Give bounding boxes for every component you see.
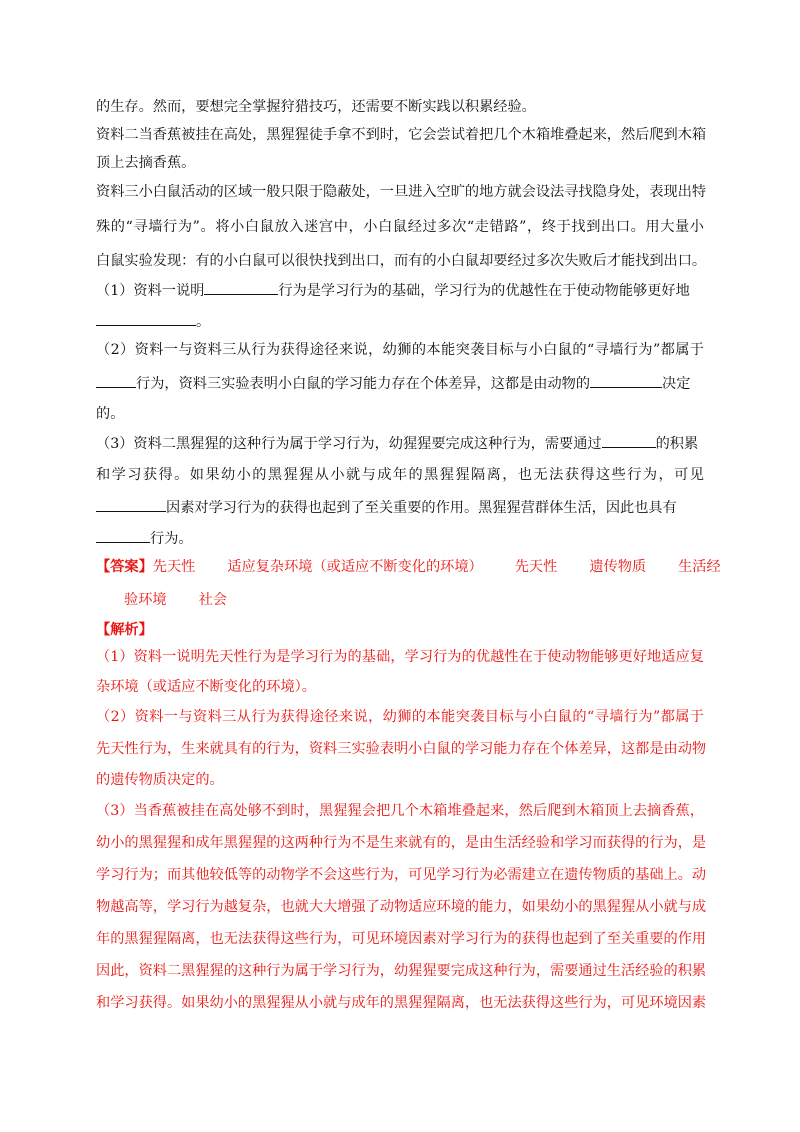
analysis-line: 幼小的黑猩猩和成年黑猩猩的这两种行为不是生来就有的，是由生活经验和学习而获得的行为，是 <box>96 835 707 851</box>
analysis-line: （2）资料一与资料三从行为获得途径来说，幼狮的本能突袭目标与小白鼠的“寻墙行为”都属于 <box>96 709 704 725</box>
q3-text-b: 的积累 <box>655 436 699 452</box>
q3-text-a: （3）资料二黑猩猩的这种行为属于学习行为，幼猩猩要完成这种行为，需要通过 <box>96 436 602 452</box>
analysis-line: （1）资料一说明先天性行为是学习行为的基础，学习行为的优越性在于使动物能够更好地适应复 <box>96 649 704 665</box>
answer-blank <box>96 311 196 326</box>
answer-item: 先天性 <box>152 559 196 575</box>
q2-text-c: 决定 <box>662 376 691 392</box>
answer-item: 适应复杂环境（或适应不断变化的环境） <box>227 559 483 575</box>
material-line: 的生存。然而，要想完全掌握狩猎技巧，还需要不断实践以积累经验。 <box>96 99 536 115</box>
q2-text-b: 行为，资料三实验表明小白鼠的学习能力存在个体差异，这都是由动物的 <box>136 376 591 392</box>
question-2: （2）资料一与资料三从行为获得途径来说，幼狮的本能突袭目标与小白鼠的“寻墙行为”都属于 <box>96 342 704 358</box>
question-1 <box>96 280 704 301</box>
answer-blank <box>96 497 166 512</box>
answer-item: 验环境 <box>124 592 167 608</box>
material-line: 顶上去摘香蕉。 <box>96 155 196 171</box>
answer-label: 【答案】 <box>96 559 153 575</box>
q1-text-b: 行为是学习行为的基础，学习行为的优越性在于使动物能够更好地 <box>278 283 690 299</box>
answer-item: 社会 <box>198 592 227 608</box>
question-2-cont <box>96 373 704 394</box>
answer-section-cont <box>124 590 704 610</box>
answer-blank <box>96 373 136 388</box>
answer-item: 生活经 <box>678 559 721 575</box>
analysis-line: 年的黑猩猩隔离，也无法获得这些行为，可见环境因素对学习行为的获得也起到了至关重要的作用 <box>96 931 707 947</box>
analysis-line: （3）当香蕉被挂在高处够不到时，黑猩猩会把几个木箱堆叠起来，然后爬到木箱顶上去摘香蕉， <box>96 803 704 819</box>
answer-blank <box>96 528 150 543</box>
material-line: 资料三小白鼠活动的区域一般只限于隐蔽处，一旦进入空旷的地方就会设法寻找隐身处，表现出特 <box>96 184 707 200</box>
analysis-line: 和学习获得。如果幼小的黑猩猩从小就与成年的黑猩猩隔离，也无法获得这些行为，可见环境因素 <box>96 995 707 1011</box>
analysis-line: 杂环境（或适应不断变化的环境）。 <box>96 679 316 695</box>
answer-item: 先天性 <box>514 559 558 575</box>
answer-section <box>96 557 721 577</box>
question-1-cont <box>96 311 704 332</box>
analysis-line: 先天性行为，生来就具有的行为，资料三实验表明小白鼠的学习能力存在个体差异，这都是由动物 <box>96 741 707 757</box>
answer-item: 遗传物质 <box>589 559 647 575</box>
q1-text-c: 。 <box>196 314 211 330</box>
analysis-line: 因此，资料二黑猩猩的这种行为属于学习行为，幼猩猩要完成这种行为，需要通过生活经验的积累 <box>96 963 707 979</box>
material-line: 资料二当香蕉被挂在高处，黑猩猩徒手拿不到时，它会尝试着把几个木箱堆叠起来，然后爬到木箱 <box>96 127 707 143</box>
question-3-cont: 和学习获得。如果幼小的黑猩猩从小就与成年的黑猩猩隔离，也无法获得这些行为，可见 <box>96 467 704 483</box>
answer-blank <box>204 280 278 295</box>
answer-blank <box>602 433 656 448</box>
question-3 <box>96 433 704 454</box>
material-line: 殊的“寻墙行为”。将小白鼠放入迷宫中，小白鼠经过多次“走错路”，终于找到出口。用大量小 <box>96 219 704 235</box>
material-line: 白鼠实验发现：有的小白鼠可以很快找到出口，而有的小白鼠却要经过多次失败后才能找到出口。 <box>96 253 707 269</box>
question-3-cont2 <box>96 497 704 518</box>
analysis-label: 【解析】 <box>96 622 153 638</box>
question-3-end <box>96 528 704 549</box>
q1-text-a: （1）资料一说明 <box>96 283 205 299</box>
analysis-line: 学习行为；而其他较低等的动物学不会这些行为，可见学习行为必需建立在遗传物质的基础上。动 <box>96 867 707 883</box>
q3-text-e: 行为。 <box>150 531 193 547</box>
analysis-line: 的遗传物质决定的。 <box>96 772 224 788</box>
q3-text-d: 因素对学习行为的获得也起到了至关重要的作用。黑猩猩营群体生活，因此也具有 <box>166 500 677 516</box>
answer-blank <box>590 373 662 388</box>
question-2-end: 的。 <box>96 406 125 422</box>
analysis-line: 物越高等，学习行为越复杂，也就大大增强了动物适应环境的能力，如果幼小的黑猩猩从小就与成 <box>96 899 707 915</box>
